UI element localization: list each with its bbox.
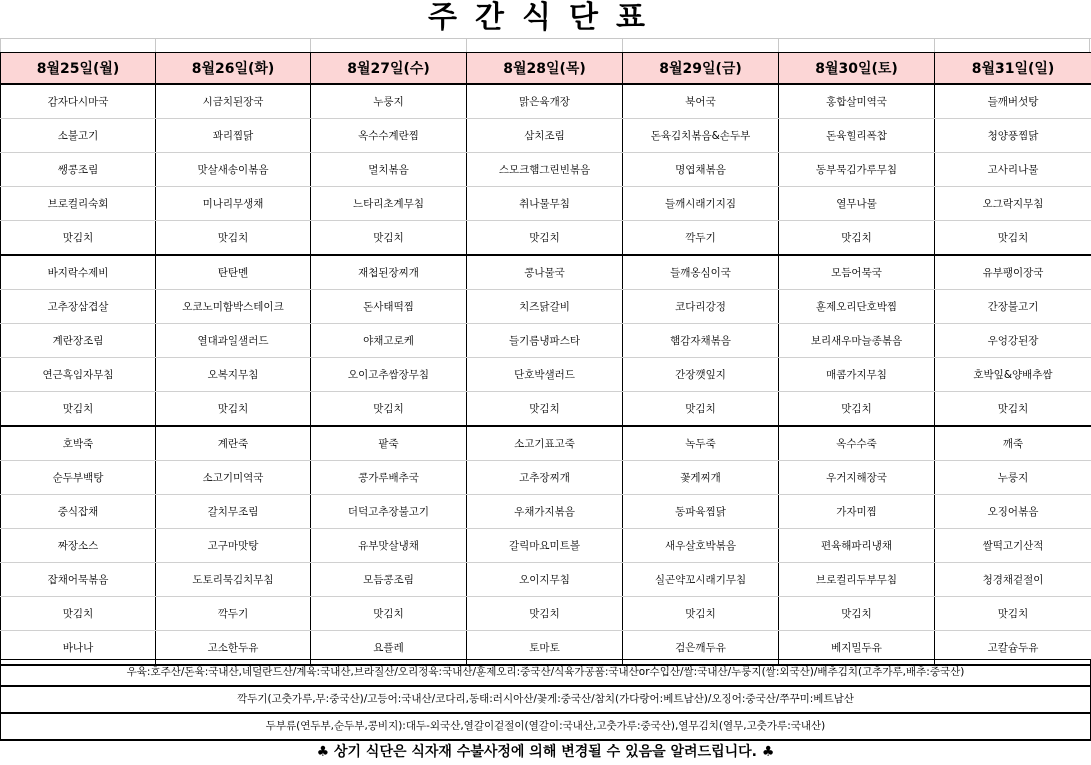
meal-cell: 북어국 (623, 84, 779, 119)
day-header-row (1, 53, 1091, 85)
meal-cell: 고추장찌개 (467, 461, 623, 495)
meal-cell: 들깨옹심이국 (623, 255, 779, 290)
meal-cell: 갈치무조림 (156, 495, 311, 529)
meal-cell: 들깨시래기지짐 (623, 187, 779, 221)
meal-row (1, 187, 1091, 221)
meal-cell: 깍두기 (623, 221, 779, 256)
meal-row (1, 255, 1091, 290)
day-header: 8월28일(목) (467, 53, 623, 85)
meal-cell: 동파육찜닭 (623, 495, 779, 529)
meal-cell: 취나물무침 (467, 187, 623, 221)
meal-cell: 코다리강정 (623, 290, 779, 324)
meal-cell: 오그락지무침 (935, 187, 1091, 221)
meal-cell: 모듬어묵국 (779, 255, 935, 290)
meal-cell: 청경채겉절이 (935, 563, 1091, 597)
meal-cell: 재첩된장찌개 (311, 255, 467, 290)
meal-cell: 호박잎&양배추쌈 (935, 358, 1091, 392)
meal-cell: 간장깻잎지 (623, 358, 779, 392)
meal-cell: 검은깨두유 (623, 631, 779, 666)
meal-cell: 맛김치 (311, 221, 467, 256)
page-title: 주간식단표 (428, 0, 663, 35)
meal-cell: 맛김치 (467, 597, 623, 631)
meal-cell: 훈제오리단호박찜 (779, 290, 935, 324)
origin-note: 두부류(연두부,순두부,콩비지):대두-외국산,열갈이겉절이(열갈이:국내산,고춧가루:중국산),열무김치(열무,고춧가루:국내산) (0, 713, 1091, 741)
meal-cell: 브로컬리두부무침 (779, 563, 935, 597)
day-header: 8월29일(금) (623, 53, 779, 85)
meal-cell: 누룽지 (311, 84, 467, 119)
meal-cell: 우거지해장국 (779, 461, 935, 495)
meal-cell: 고칼슘두유 (935, 631, 1091, 666)
meal-cell: 깍두기 (156, 597, 311, 631)
meal-cell: 깨죽 (935, 426, 1091, 461)
meal-cell: 명엽채볶음 (623, 153, 779, 187)
meal-cell: 실곤약꼬시래기무침 (623, 563, 779, 597)
meal-row (1, 324, 1091, 358)
meal-cell: 편육해파리냉채 (779, 529, 935, 563)
meal-row (1, 392, 1091, 427)
meal-cell: 갈릭마요미트볼 (467, 529, 623, 563)
meal-cell: 동부묵김가루무침 (779, 153, 935, 187)
meal-cell: 콩가루배추국 (311, 461, 467, 495)
meal-cell: 유부팽이장국 (935, 255, 1091, 290)
meal-cell: 가자미찜 (779, 495, 935, 529)
meal-cell: 삼치조림 (467, 119, 623, 153)
meal-cell: 누룽지 (935, 461, 1091, 495)
meal-cell: 콩나물국 (467, 255, 623, 290)
meal-cell: 모듬콩조림 (311, 563, 467, 597)
meal-cell: 우엉강된장 (935, 324, 1091, 358)
meal-cell: 탄탄멘 (156, 255, 311, 290)
meal-cell: 맛김치 (156, 221, 311, 256)
meal-cell: 연근흑임자무침 (1, 358, 156, 392)
meal-cell: 쌩콩조림 (1, 153, 156, 187)
meal-row (1, 358, 1091, 392)
meal-cell: 오이지무침 (467, 563, 623, 597)
meal-row (1, 563, 1091, 597)
meal-cell: 꽈리찜닭 (156, 119, 311, 153)
meal-row (1, 529, 1091, 563)
meal-cell: 유부맛살냉채 (311, 529, 467, 563)
meal-cell: 소고기미역국 (156, 461, 311, 495)
meal-cell: 맛김치 (935, 221, 1091, 256)
meal-cell: 고구마맛탕 (156, 529, 311, 563)
origin-note: 우육:호주산/돈육:국내산,네덜란드산/계육:국내산,브라질산/오리정육:국내산/훈제오리:중국산/식육가공품:국내산or수입산/쌀:국내산/누룽지(쌀:외국산)/배추김치(고추가루,배추:중국산) (0, 659, 1091, 687)
meal-cell: 우채가지볶음 (467, 495, 623, 529)
meal-cell: 오징어볶음 (935, 495, 1091, 529)
meal-cell: 열대과일샐러드 (156, 324, 311, 358)
meal-row (1, 290, 1091, 324)
meal-cell: 돈사태떡찜 (311, 290, 467, 324)
day-header: 8월30일(토) (779, 53, 935, 85)
meal-cell: 맛김치 (935, 392, 1091, 427)
origin-note: 깍두기(고춧가루,무:중국산)/고등어:국내산/코다리,동태:러시아산/꽃게:중국산/참치(가다랑어:베트남산)/오징어:중국산/쭈꾸미:베트남산 (0, 686, 1091, 714)
meal-cell: 치즈닭갈비 (467, 290, 623, 324)
day-header: 8월31일(일) (935, 53, 1091, 85)
meal-cell: 바지락수제비 (1, 255, 156, 290)
meal-cell: 감자다시마국 (1, 84, 156, 119)
meal-cell: 햄감자채볶음 (623, 324, 779, 358)
meal-row (1, 495, 1091, 529)
meal-row (1, 597, 1091, 631)
meal-cell: 청양풍찜닭 (935, 119, 1091, 153)
meal-cell: 맛김치 (156, 392, 311, 427)
meal-row (1, 221, 1091, 256)
meal-cell: 맑은육개장 (467, 84, 623, 119)
day-header: 8월27일(수) (311, 53, 467, 85)
meal-cell: 맛김치 (623, 392, 779, 427)
meal-cell: 더덕고추장불고기 (311, 495, 467, 529)
meal-row (1, 119, 1091, 153)
meal-row (1, 84, 1091, 119)
meal-cell: 고소한두유 (156, 631, 311, 666)
spacer-row (0, 38, 1091, 53)
meal-cell: 맛김치 (1, 221, 156, 256)
day-header: 8월25일(월) (1, 53, 156, 85)
meal-cell: 맛김치 (779, 221, 935, 256)
meal-cell: 시금치된장국 (156, 84, 311, 119)
meal-cell: 옥수수계란찜 (311, 119, 467, 153)
meal-cell: 매콤가지무침 (779, 358, 935, 392)
day-header: 8월26일(화) (156, 53, 311, 85)
meal-row (1, 461, 1091, 495)
meal-cell: 간장불고기 (935, 290, 1091, 324)
meal-cell: 맛김치 (1, 597, 156, 631)
meal-cell: 맛김치 (311, 597, 467, 631)
meal-cell: 팥죽 (311, 426, 467, 461)
meal-cell: 옥수수죽 (779, 426, 935, 461)
meal-cell: 오복지무침 (156, 358, 311, 392)
meal-cell: 계란장조림 (1, 324, 156, 358)
meal-cell: 맛김치 (623, 597, 779, 631)
meal-cell: 들깨버섯탕 (935, 84, 1091, 119)
meal-cell: 바나나 (1, 631, 156, 666)
meal-cell: 도토리묵김치무침 (156, 563, 311, 597)
meal-row (1, 153, 1091, 187)
meal-cell: 미나리무생채 (156, 187, 311, 221)
meal-cell: 짜장소스 (1, 529, 156, 563)
meal-cell: 맛김치 (467, 221, 623, 256)
meal-cell: 소고기표고죽 (467, 426, 623, 461)
meal-cell: 맛살새송이볶음 (156, 153, 311, 187)
meal-cell: 오코노미함박스테이크 (156, 290, 311, 324)
meal-cell: 중식잡채 (1, 495, 156, 529)
meal-cell: 맛김치 (311, 392, 467, 427)
meal-cell: 열무나물 (779, 187, 935, 221)
meal-cell: 오이고추쌈장무침 (311, 358, 467, 392)
meal-cell: 쌀떡고기산적 (935, 529, 1091, 563)
menu-table (0, 52, 1091, 666)
meal-cell: 토마토 (467, 631, 623, 666)
meal-cell: 멸치볶음 (311, 153, 467, 187)
footer-notice: ♣ 상기 식단은 식자재 수불사정에 의해 변경될 수 있음을 알려드립니다. ♣ (316, 744, 775, 760)
meal-cell: 느타리초계무침 (311, 187, 467, 221)
meal-cell: 스모크햄그린빈볶음 (467, 153, 623, 187)
meal-cell: 홍합살미역국 (779, 84, 935, 119)
meal-cell: 고사리나물 (935, 153, 1091, 187)
meal-cell: 맛김치 (467, 392, 623, 427)
meal-cell: 야채고로케 (311, 324, 467, 358)
meal-cell: 잡채어묵볶음 (1, 563, 156, 597)
meal-cell: 맛김치 (935, 597, 1091, 631)
meal-cell: 새우살호박볶음 (623, 529, 779, 563)
meal-cell: 베지밀두유 (779, 631, 935, 666)
meal-cell: 고추장삼겹살 (1, 290, 156, 324)
meal-cell: 돈육힐리폭찹 (779, 119, 935, 153)
meal-cell: 계란죽 (156, 426, 311, 461)
meal-cell: 요플레 (311, 631, 467, 666)
meal-cell: 꽃게찌개 (623, 461, 779, 495)
meal-cell: 단호박샐러드 (467, 358, 623, 392)
meal-cell: 호박죽 (1, 426, 156, 461)
meal-cell: 녹두죽 (623, 426, 779, 461)
meal-cell: 맛김치 (779, 392, 935, 427)
meal-cell: 돈육김치볶음&손두부 (623, 119, 779, 153)
meal-cell: 소불고기 (1, 119, 156, 153)
meal-cell: 보리새우마늘종볶음 (779, 324, 935, 358)
meal-cell: 맛김치 (779, 597, 935, 631)
meal-cell: 순두부백탕 (1, 461, 156, 495)
meal-row (1, 426, 1091, 461)
meal-cell: 맛김치 (1, 392, 156, 427)
meal-cell: 브로컬리숙회 (1, 187, 156, 221)
meal-cell: 들기름냉파스타 (467, 324, 623, 358)
